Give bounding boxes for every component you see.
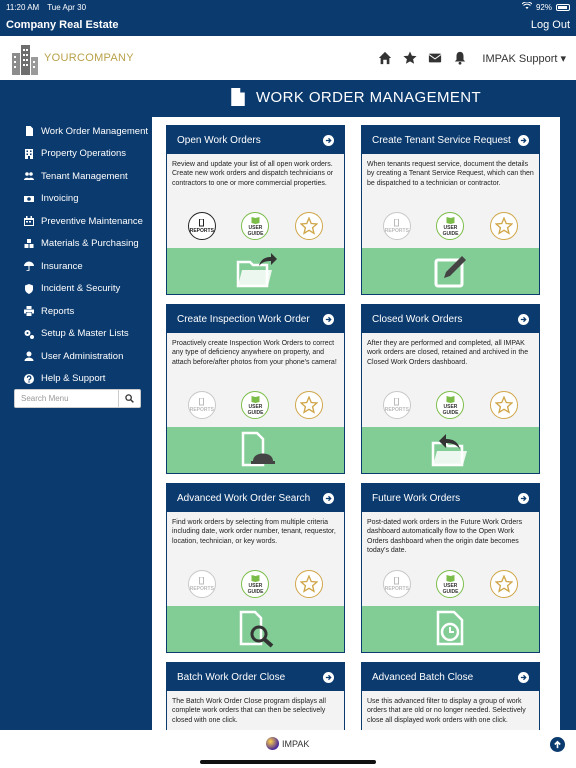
mail-icon[interactable] (428, 51, 442, 65)
book-icon (250, 216, 261, 224)
card-description: Use this advanced filter to display a group of work orders that are old or no longer needed. Selectively close all displayed work orders with one click. (367, 698, 526, 724)
app-bar (0, 14, 576, 36)
card-create-inspection-work-order[interactable] (166, 304, 345, 474)
edit-icon (430, 252, 472, 290)
question-icon (24, 374, 34, 384)
favorite-star-badge[interactable] (295, 212, 323, 240)
sidebar-item-materials-purchasing[interactable] (0, 233, 150, 256)
card-header[interactable] (167, 305, 344, 333)
card-header[interactable] (362, 484, 539, 512)
company-logo[interactable] (10, 41, 134, 75)
card-advanced-batch-close[interactable] (361, 662, 540, 730)
report-doc-icon (196, 577, 207, 585)
sidebar-item-invoicing[interactable] (0, 188, 150, 211)
document-clock-icon (430, 610, 472, 648)
building-logo-icon (10, 41, 40, 75)
folder-share-icon (235, 252, 277, 290)
sidebar-item-label: User Administration (41, 350, 124, 362)
star-icon (300, 217, 318, 235)
card-create-tenant-service-request[interactable] (361, 125, 540, 295)
book-icon (250, 574, 261, 582)
star-icon (300, 575, 318, 593)
sidebar-nav (0, 80, 150, 730)
search-button[interactable] (118, 390, 140, 407)
users-icon (24, 171, 34, 181)
user-guide-badge[interactable]: USER GUIDE (241, 391, 269, 419)
arrow-right-icon[interactable] (518, 314, 529, 325)
card-title: Advanced Batch Close (372, 671, 474, 683)
arrow-up-icon (553, 740, 562, 749)
sidebar-item-label: Materials & Purchasing (41, 238, 139, 250)
money-icon (24, 194, 34, 204)
star-icon[interactable] (403, 51, 417, 65)
card-description: Proactively create Inspection Work Orders to correct any type of deficiency anywhere on property, and attach before/after photos from your phone's camera! (172, 340, 337, 366)
menu-search (14, 389, 141, 408)
impak-logo-icon (266, 737, 279, 750)
card-future-work-orders[interactable] (361, 483, 540, 653)
card-description: The Batch Work Order Close program displays all complete work orders that can then be selectively closed with one click. (172, 698, 326, 724)
arrow-right-icon[interactable] (518, 135, 529, 146)
battery-percent: 92% (535, 2, 552, 12)
card-header[interactable] (362, 126, 539, 154)
user-guide-badge[interactable]: USER GUIDE (436, 391, 464, 419)
card-header[interactable] (167, 126, 344, 154)
search-input[interactable] (15, 390, 118, 407)
reports-badge[interactable]: REPORTS (188, 212, 216, 240)
sidebar-item-tenant-management[interactable] (0, 165, 150, 188)
wifi-icon (522, 2, 532, 12)
company-header (0, 36, 576, 80)
card-open-work-orders[interactable] (166, 125, 345, 295)
search-icon (125, 394, 134, 403)
favorite-star-badge[interactable] (295, 570, 323, 598)
impak-brand (266, 737, 309, 750)
folder-return-icon (430, 431, 472, 469)
sidebar-item-label: Property Operations (41, 148, 127, 160)
sidebar-item-work-order-management[interactable] (0, 120, 150, 143)
favorite-star-badge[interactable] (295, 391, 323, 419)
card-title: Open Work Orders (177, 134, 261, 146)
book-icon (250, 395, 261, 403)
reports-badge[interactable]: REPORTS (383, 391, 411, 419)
card-header[interactable] (167, 663, 344, 691)
reports-badge[interactable]: REPORTS (188, 570, 216, 598)
card-footer[interactable] (362, 248, 539, 294)
gears-icon (24, 329, 34, 339)
sidebar-item-label: Work Order Management (41, 125, 149, 137)
report-doc-icon (196, 219, 207, 227)
card-title: Create Tenant Service Request (372, 134, 511, 146)
reports-badge[interactable]: REPORTS (188, 391, 216, 419)
arrow-right-icon[interactable] (518, 672, 529, 683)
reports-badge[interactable]: REPORTS (383, 570, 411, 598)
sidebar-item-insurance[interactable] (0, 255, 150, 278)
calendar-icon (24, 216, 34, 226)
report-doc-icon (391, 219, 402, 227)
logo-text: YOURCOMPANY (44, 52, 134, 64)
sidebar-item-preventive-maintenance[interactable] (0, 210, 150, 233)
shield-icon (24, 284, 34, 294)
sidebar-item-label: Preventive Maintenance (41, 215, 143, 227)
battery-icon (556, 4, 570, 11)
arrow-right-icon[interactable] (323, 493, 334, 504)
card-footer[interactable] (167, 427, 344, 473)
status-date: Tue Apr 30 (47, 2, 87, 12)
sidebar-item-label: Insurance (41, 260, 83, 272)
user-guide-badge[interactable]: USER GUIDE (241, 212, 269, 240)
building-icon (24, 149, 34, 159)
card-description: Post-dated work orders in the Future Work Orders dashboard automatically flow to the Open Work Orders dashboard when the origin date becomes today's date. (367, 519, 523, 555)
home-indicator[interactable] (200, 760, 376, 764)
scroll-top-button[interactable] (550, 737, 565, 752)
sidebar-item-label: Reports (41, 305, 75, 317)
sidebar-item-label: Setup & Master Lists (41, 328, 129, 340)
card-title: Create Inspection Work Order (177, 313, 310, 325)
favorite-star-badge[interactable] (490, 570, 518, 598)
app-title: Company Real Estate (6, 19, 119, 31)
arrow-right-icon[interactable] (323, 135, 334, 146)
card-description: Review and update your list of all open work orders. Create new work orders and dispatch technicians or contractors to one or more commercial properties. (172, 161, 334, 187)
card-footer[interactable] (167, 606, 344, 652)
card-grid (152, 117, 560, 730)
card-footer[interactable] (362, 427, 539, 473)
arrow-right-icon[interactable] (323, 672, 334, 683)
user-guide-badge[interactable]: USER GUIDE (241, 570, 269, 598)
file-icon (230, 88, 246, 106)
sidebar-item-label: Help & Support (41, 373, 106, 385)
bottom-bar (0, 730, 576, 768)
card-description: After they are performed and completed, all IMPAK work orders are closed, retained and archived in the Closed Work Orders dashboard. (367, 340, 529, 366)
sidebar-item-label: Invoicing (41, 193, 79, 205)
card-footer[interactable] (167, 248, 344, 294)
card-title: Closed Work Orders (372, 313, 463, 325)
favorite-star-badge[interactable] (490, 391, 518, 419)
sidebar-item-property-operations[interactable] (0, 143, 150, 166)
sidebar-item-help-support[interactable] (0, 368, 150, 391)
star-icon (495, 396, 513, 414)
card-description: When tenants request service, document the details by creating a Tenant Service Request, which can then be dispatched to a technician or contractor. (367, 161, 534, 187)
page-title-text: WORK ORDER MANAGEMENT (256, 88, 482, 106)
card-title: Advanced Work Order Search (177, 492, 311, 504)
star-icon (300, 396, 318, 414)
user-guide-badge[interactable]: USER GUIDE (436, 212, 464, 240)
user-icon (24, 351, 34, 361)
sidebar-item-incident-security[interactable] (0, 278, 150, 301)
card-footer[interactable] (362, 606, 539, 652)
reports-badge[interactable]: REPORTS (383, 212, 411, 240)
page-title (230, 86, 481, 108)
arrow-right-icon[interactable] (323, 314, 334, 325)
sidebar-item-reports[interactable] (0, 300, 150, 323)
card-advanced-work-order-search[interactable] (166, 483, 345, 653)
umbrella-icon (24, 261, 34, 271)
file-icon (24, 126, 34, 136)
document-search-icon (235, 610, 277, 648)
card-batch-work-order-close[interactable] (166, 662, 345, 730)
sidebar-item-setup-master-lists[interactable] (0, 323, 150, 346)
card-header[interactable] (167, 484, 344, 512)
brand-text: IMPAK (282, 738, 310, 749)
star-icon (495, 575, 513, 593)
user-menu-dropdown[interactable]: IMPAK Support ▾ (482, 52, 566, 65)
book-icon (445, 574, 456, 582)
status-time: 11:20 AM (6, 2, 40, 12)
book-icon (445, 395, 456, 403)
arrow-right-icon[interactable] (518, 493, 529, 504)
print-icon (24, 306, 34, 316)
report-doc-icon (196, 398, 207, 406)
report-doc-icon (391, 577, 402, 585)
sidebar-item-user-administration[interactable] (0, 345, 150, 368)
logout-link[interactable]: Log Out (530, 19, 570, 31)
book-icon (445, 216, 456, 224)
main-panel (150, 80, 576, 730)
sidebar-item-label: Tenant Management (41, 170, 128, 182)
user-guide-badge[interactable]: USER GUIDE (436, 570, 464, 598)
cubes-icon (24, 239, 34, 249)
card-header[interactable] (362, 663, 539, 691)
card-description: Find work orders by selecting from multiple criteria including date, work order number, tenant, requestor, location, technician, or key words. (172, 519, 336, 545)
report-doc-icon (391, 398, 402, 406)
card-closed-work-orders[interactable] (361, 304, 540, 474)
status-bar (0, 0, 576, 14)
card-header[interactable] (362, 305, 539, 333)
favorite-star-badge[interactable] (490, 212, 518, 240)
card-title: Batch Work Order Close (177, 671, 286, 683)
home-icon[interactable] (378, 51, 392, 65)
bell-icon[interactable] (453, 51, 467, 65)
hardhat-document-icon (235, 431, 277, 469)
card-title: Future Work Orders (372, 492, 461, 504)
sidebar-item-label: Incident & Security (41, 283, 121, 295)
star-icon (495, 217, 513, 235)
